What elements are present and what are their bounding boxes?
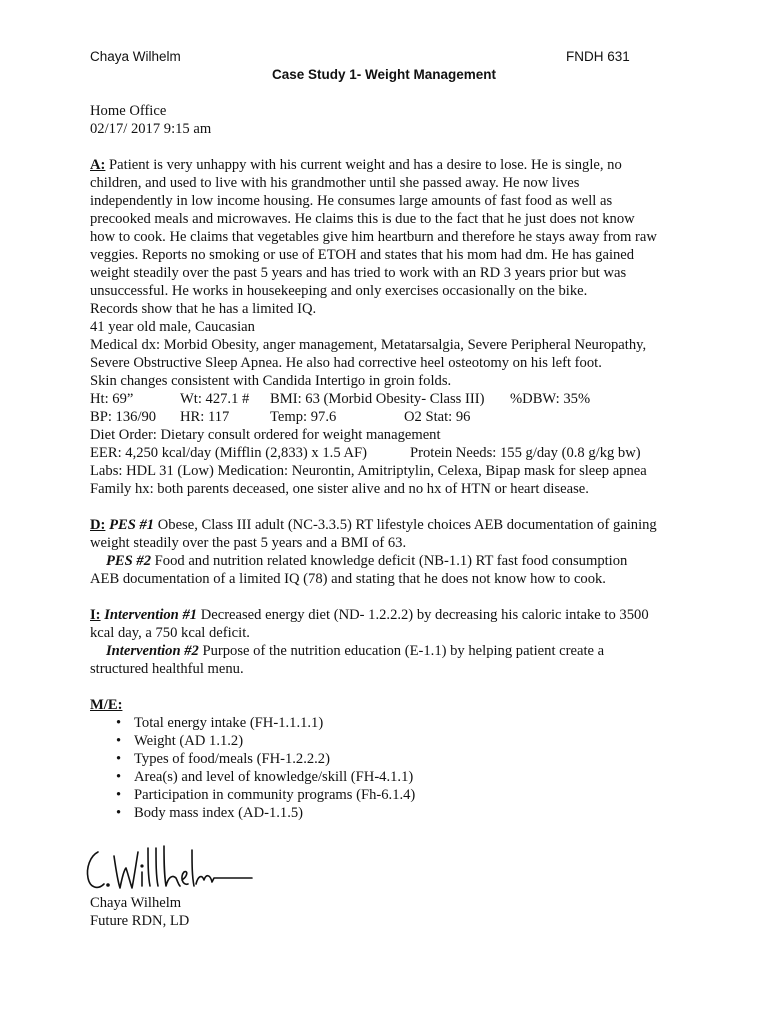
intervention-label: I: bbox=[90, 607, 101, 623]
handwritten-signature bbox=[84, 838, 254, 894]
monitoring-list bbox=[90, 714, 690, 822]
medical-dx-cont: Severe Obstructive Sleep Apnea. He also had corrective heel osteotomy on his left foot. bbox=[90, 355, 602, 371]
assessment-line: children, and used to live with his grandmother until she passed away. He now lives bbox=[90, 175, 580, 191]
diagnosis-pes2-cont: AEB documentation of a limited IQ (78) and stating that he does not know how to cook. bbox=[90, 571, 606, 587]
weight-value: Wt: 427.1 # bbox=[180, 391, 250, 407]
assessment-label: A: bbox=[90, 157, 106, 173]
bullet-icon: • bbox=[116, 805, 122, 821]
dbw-value: %DBW: 35% bbox=[510, 391, 591, 407]
intervention-1-cont: kcal day, a 750 kcal deficit. bbox=[90, 625, 250, 641]
assessment-line: weight steadily over the past 5 years and has tried to work with an RD 3 years prior but was bbox=[90, 265, 627, 281]
vitals-row-2 bbox=[90, 408, 690, 426]
list-item: • Participation in community programs (Fh-6.1.4) bbox=[116, 787, 416, 803]
assessment-line: A: Patient is very unhappy with his current weight and has a desire to lose. He is single, no bbox=[90, 157, 622, 173]
bullet-icon: • bbox=[116, 733, 122, 749]
signer-name: Chaya Wilhelm bbox=[90, 895, 182, 911]
document-body bbox=[90, 102, 690, 822]
bullet-icon: • bbox=[116, 769, 122, 785]
family-history: Family hx: both parents deceased, one sister alive and no hx of HTN or heart disease. bbox=[90, 481, 589, 497]
list-item: • Area(s) and level of knowledge/skill (FH-4.1.1) bbox=[116, 769, 414, 785]
diagnosis-pes2: PES #2 Food and nutrition related knowledge deficit (NB-1.1) RT fast food consumption bbox=[106, 553, 628, 569]
needs-row bbox=[90, 444, 690, 462]
intervention-2: Intervention #2 Purpose of the nutrition education (E-1.1) by helping patient create a bbox=[106, 643, 605, 659]
intervention-2-cont: structured healthful menu. bbox=[90, 661, 244, 677]
diet-order: Diet Order: Dietary consult ordered for weight management bbox=[90, 427, 441, 443]
monitoring-label: M/E: bbox=[90, 697, 123, 713]
assessment-line: unsuccessful. He works in housekeeping and only exercises occasionally on the bike. bbox=[90, 283, 588, 299]
signature-block bbox=[90, 894, 189, 930]
bullet-icon: • bbox=[116, 787, 122, 803]
bmi-value: BMI: 63 (Morbid Obesity- Class III) bbox=[270, 391, 485, 407]
eer-value: EER: 4,250 kcal/day (Mifflin (2,833) x 1.5 AF) bbox=[90, 445, 367, 461]
hr-value: HR: 117 bbox=[180, 409, 230, 425]
location: Home Office bbox=[90, 103, 167, 119]
intervention-1: I: Intervention #1 Decreased energy diet (ND- 1.2.2.2) by decreasing his caloric intake to 3500 bbox=[90, 607, 649, 623]
intervention2-label: Intervention #2 bbox=[106, 643, 199, 659]
bullet-icon: • bbox=[116, 715, 122, 731]
assessment-line: independently in low income housing. He consumes large amounts of fast food as well as bbox=[90, 193, 613, 209]
monitoring-heading bbox=[90, 696, 690, 714]
protein-needs: Protein Needs: 155 g/day (0.8 g/kg bw) bbox=[410, 445, 641, 461]
diagnosis-label: D: bbox=[90, 517, 106, 533]
list-item: • Types of food/meals (FH-1.2.2.2) bbox=[116, 751, 330, 767]
temp-value: Temp: 97.6 bbox=[270, 409, 337, 425]
labs-medications: Labs: HDL 31 (Low) Medication: Neurontin, Amitriptylin, Celexa, Bipap mask for sleep apnea bbox=[90, 463, 647, 479]
list-item: • Weight (AD 1.1.2) bbox=[116, 733, 244, 749]
skin-changes: Skin changes consistent with Candida Intertigo in groin folds. bbox=[90, 373, 452, 389]
list-item: • Body mass index (AD-1.1.5) bbox=[116, 805, 304, 821]
bp-value: BP: 136/90 bbox=[90, 409, 157, 425]
list-item: • Total energy intake (FH-1.1.1.1) bbox=[116, 715, 324, 731]
signer-credential: Future RDN, LD bbox=[90, 913, 190, 929]
diagnosis-pes1-cont: weight steadily over the past 5 years and a BMI of 63. bbox=[90, 535, 407, 551]
course-code: FNDH 631 bbox=[566, 49, 630, 64]
bullet-icon: • bbox=[116, 751, 122, 767]
intervention1-label: Intervention #1 bbox=[104, 607, 198, 623]
datetime: 02/17/ 2017 9:15 am bbox=[90, 121, 212, 137]
height-value: Ht: 69” bbox=[90, 391, 134, 407]
assessment-line: veggies. Reports no smoking or use of ETOH and states that his mom had dm. He has gained bbox=[90, 247, 635, 263]
pes2-label: PES #2 bbox=[106, 553, 152, 569]
o2-stat-value: O2 Stat: 96 bbox=[404, 409, 471, 425]
document-title: Case Study 1- Weight Management bbox=[271, 67, 497, 82]
pes1-label: PES #1 bbox=[109, 517, 155, 533]
vitals-row-1 bbox=[90, 390, 690, 408]
patient-demographics: 41 year old male, Caucasian bbox=[90, 319, 255, 335]
diagnosis-pes1: D: PES #1 Obese, Class III adult (NC-3.3.5) RT lifestyle choices AEB documentation of gaining bbox=[90, 517, 657, 533]
assessment-line: precooked meals and microwaves. He claims this is due to the fact that he just does not know bbox=[90, 211, 635, 227]
medical-dx: Medical dx: Morbid Obesity, anger management, Metatarsalgia, Severe Peripheral Neuropathy, bbox=[90, 337, 647, 353]
assessment-line: Records show that he has a limited IQ. bbox=[90, 301, 317, 317]
assessment-line: how to cook. He claims that vegetables give him heartburn and therefore he stays away from raw bbox=[90, 229, 657, 245]
author-name: Chaya Wilhelm bbox=[90, 49, 181, 64]
